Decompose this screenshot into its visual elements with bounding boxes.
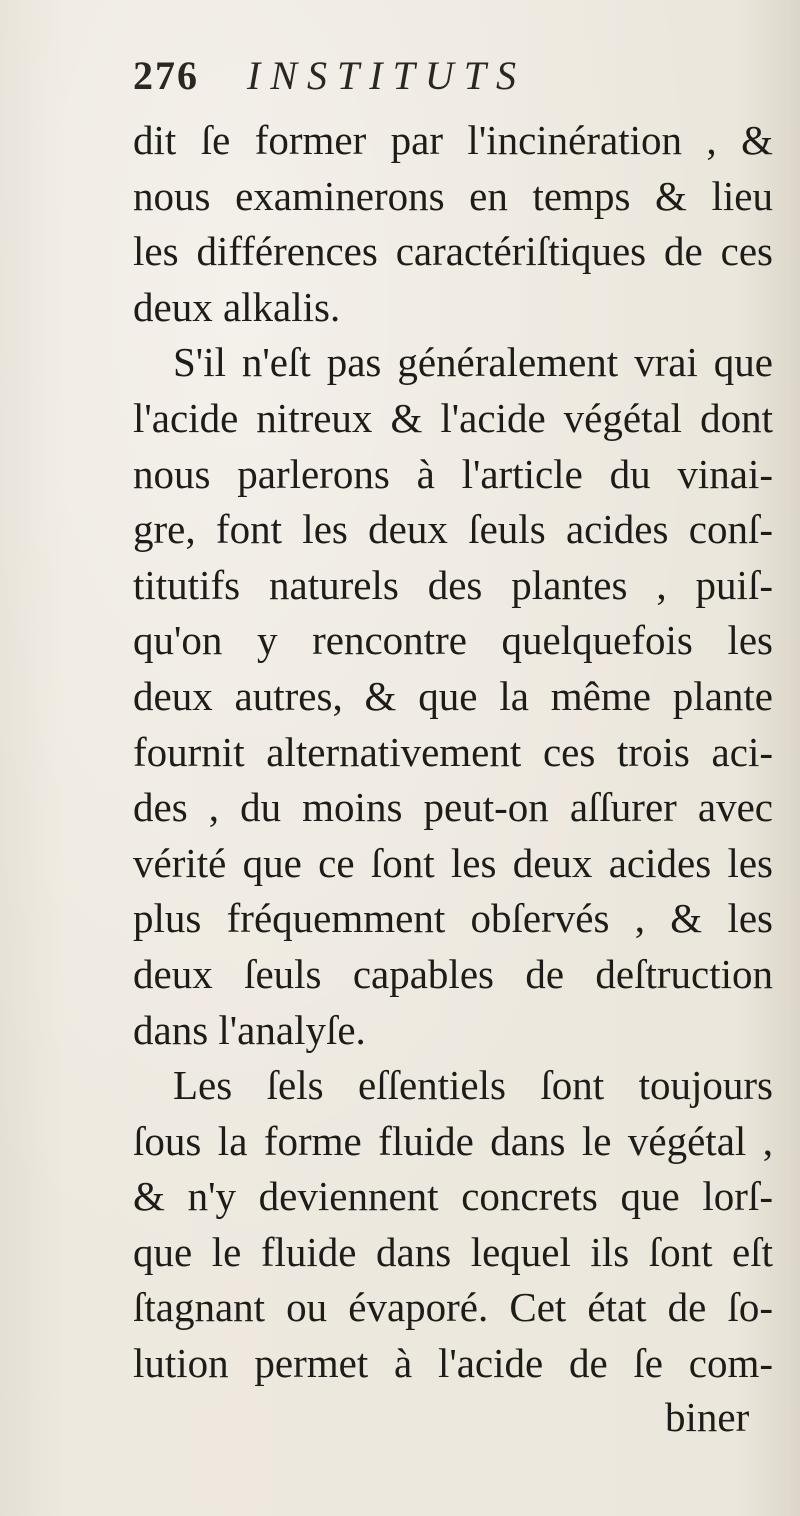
text-line: ſous la forme fluide dans le végétal , [133,1117,773,1164]
text-line: & n'y deviennent concrets que lorſ- [133,1173,773,1220]
text-line: nous parlerons à l'article du vinai- [133,450,773,497]
page-number: 276 [133,53,199,98]
catchword: biner [665,1394,750,1440]
text-line: gre, font les deux ſeuls acides conſ- [133,506,773,553]
text-line: vérité que ce ſont les deux acides les [133,839,773,886]
running-head: INSTITUTS [247,53,526,98]
text-line: dit ſe former par l'incinération , & [133,117,773,163]
text-line: titutifs naturels des plantes , puiſ- [133,561,773,608]
text-line: plus fréquemment obſervés , & les [133,895,773,942]
text-line: S'il n'eſt pas généralement vrai que [173,339,773,386]
text-line: nous examinerons en temps & lieu [133,172,773,219]
text-line: des , du moins peut-on aſſurer avec [133,784,773,831]
text-line: dans l'analyſe. [133,1006,366,1053]
page-header [133,52,526,102]
text-line: que le fluide dans lequel ils ſont eſt [133,1228,773,1275]
text-line: ſtagnant ou évaporé. Cet état de ſo- [133,1284,773,1331]
text-line: deux alkalis. [133,283,341,330]
text-line: deux autres, & que la même plante [133,672,773,719]
text-line: fournit alternativement ces trois aci- [133,728,773,775]
text-line: lution permet à l'acide de ſe com- [133,1340,773,1387]
text-line: les différences caractériſtiques de ces [133,228,773,275]
text-line: qu'on y rencontre quelquefois les [133,617,773,664]
text-line: Les ſels eſſentiels ſont toujours [173,1062,773,1109]
text-line: deux ſeuls capables de deſtruction [133,950,773,997]
body-text [133,113,773,1392]
text-line: l'acide nitreux & l'acide végétal dont [133,394,773,441]
